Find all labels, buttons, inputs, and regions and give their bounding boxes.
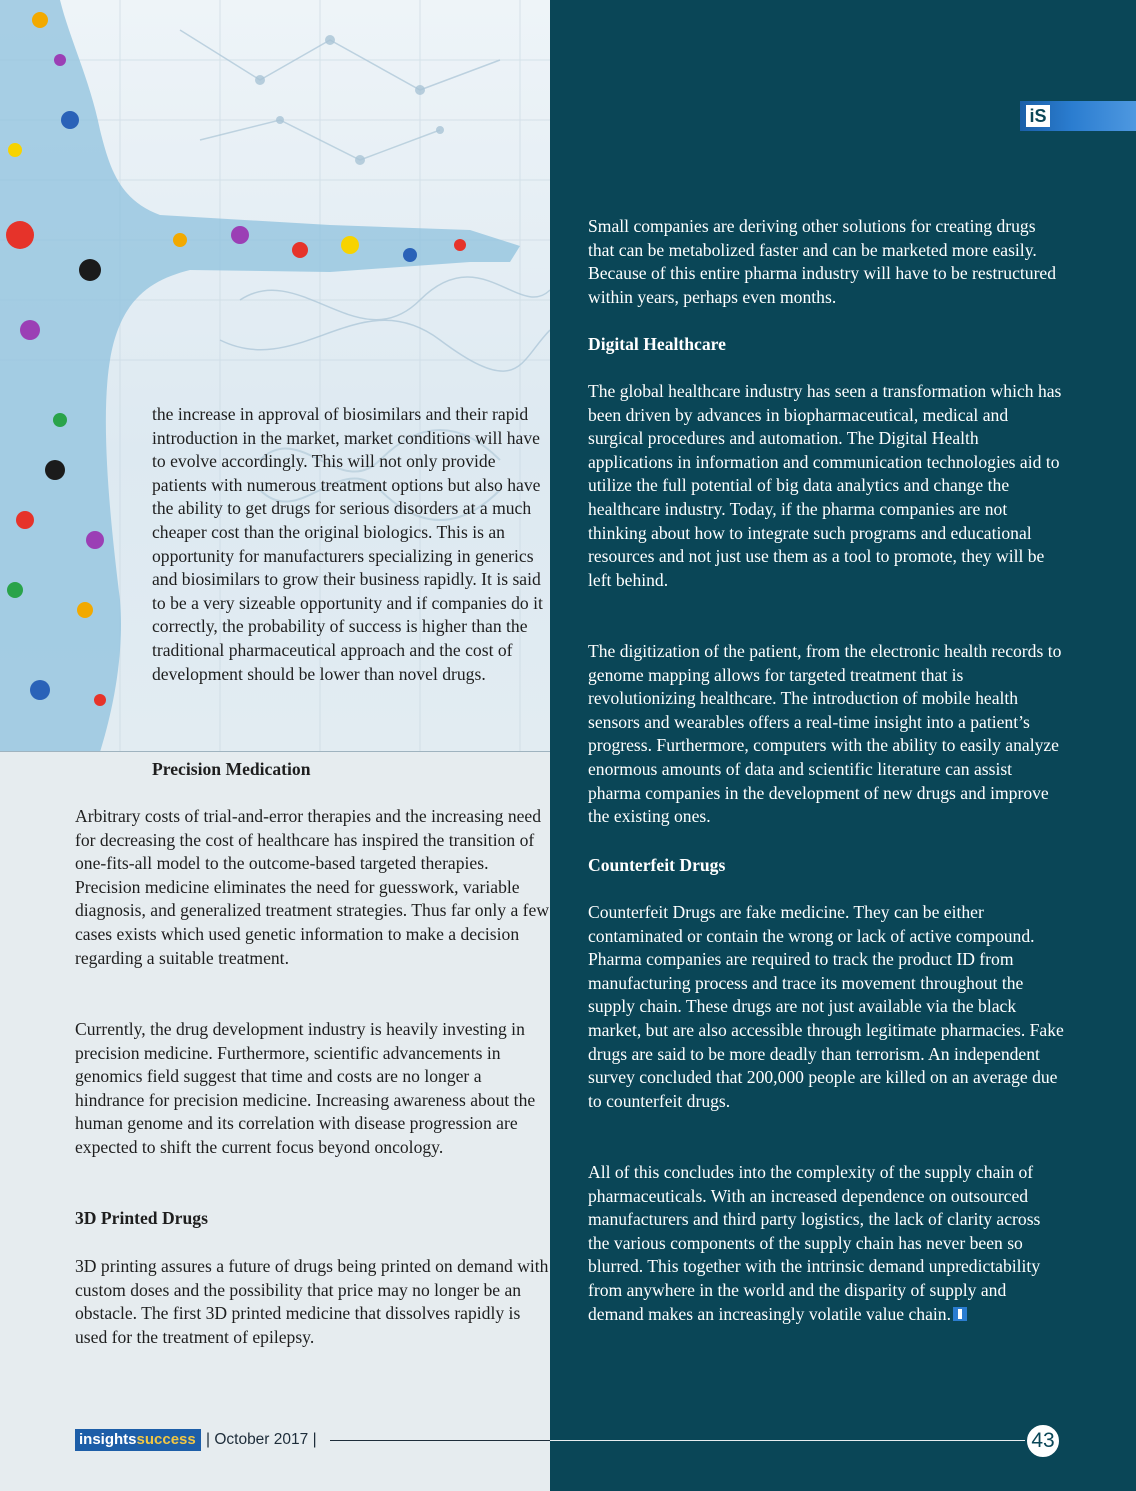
3d-printed-paragraph: 3D printing assures a future of drugs being printed on demand with custom doses and the possibility that price may no longer be an obstacle. The first 3D printed medicine that dissolves rapidly is used for the treatment of epilepsy. bbox=[75, 1256, 549, 1347]
digital-paragraph-1: The global healthcare industry has seen a transformation which has been driven by advances in biopharmaceutical, medical and surgical procedures and automation. The Digital Health applications in information and communication technologies aid to utilize the full potential of big data analytics and change the healthcare industry. Today, if the pharma companies are not thinking about how to integrate such programs and educational resources and not just use them as a tool to promote, they will be left behind. bbox=[588, 381, 1062, 590]
page-number: 43 bbox=[1025, 1423, 1061, 1459]
digital-healthcare-heading: Digital Healthcare bbox=[588, 334, 726, 354]
counterfeit-paragraph-2 bbox=[588, 1161, 1064, 1326]
footer-rule-left bbox=[330, 1440, 550, 1441]
brand-mark-icon: iS bbox=[1026, 105, 1050, 127]
small-companies-paragraph: Small companies are deriving other solutions for creating drugs that can be metabolized faster and can be marketed more easily. Because of this entire pharma industry will have to be restructured within years, perhaps even months. bbox=[588, 216, 1057, 307]
insights-success-logo bbox=[75, 1429, 201, 1451]
footer-rule-right bbox=[550, 1440, 1028, 1441]
3d-printed-drugs-heading: 3D Printed Drugs bbox=[75, 1208, 208, 1228]
issue-date: | October 2017 | bbox=[206, 1431, 317, 1448]
precision-paragraph-1: Arbitrary costs of trial-and-error therapies and the increasing need for decreasing the cost of healthcare has inspired the transition of one-fits-all model to the outcome-based targeted therapies. Precision medicine eliminates the need for guesswork, variable diagnosis, and generalized treatment strategies. Thus far only a few cases exists which used genetic information to make a decision regarding a suitable treatment. bbox=[75, 806, 550, 968]
end-of-article-icon bbox=[953, 1307, 967, 1321]
digital-paragraph-2: The digitization of the patient, from the electronic health records to genome mapping allows for targeted treatment that is revolutionizing healthcare. The introduction of mobile health sensors and wearables offers a real-time insight into a patient’s progress. Furthermore, computers with the ability to easily analyze enormous amounts of data and scientific literature can assist pharma companies in the development of new drugs and improve the existing ones. bbox=[588, 641, 1062, 827]
brand-tab bbox=[1020, 101, 1136, 131]
precision-medication-heading: Precision Medication bbox=[152, 759, 311, 779]
logo-text-success: success bbox=[136, 1431, 196, 1448]
logo-text-insights: insights bbox=[79, 1431, 137, 1448]
intro-continued-paragraph: the increase in approval of biosimilars and their rapid introduction in the market, market conditions will have to evolve accordingly. This will not only provide patients with numerous treatment options but also have the ability to get drugs for serious disorders at a much cheaper cost than the original biologics. This is an opportunity for manufacturers specializing in generics and biosimilars to grow their business rapidly. It is said to be a very sizeable opportunity and if companies do it correctly, the probability of success is higher than the traditional pharmaceutical approach and the cost of development should be lower than novel drugs. bbox=[152, 404, 543, 684]
hero-divider bbox=[0, 751, 550, 752]
precision-paragraph-2: Currently, the drug development industry is heavily investing in precision medicine. Furthermore, scientific advancements in genomics field suggest that time and costs are no longer a hindrance for precision medicine. Increasing awareness about the human genome and its correlation with disease progression are expected to shift the current focus beyond oncology. bbox=[75, 1019, 536, 1157]
counterfeit-paragraph-2-text: All of this concludes into the complexity of the supply chain of pharmaceuticals. With an increased dependence on outsourced manufacturers and third party logistics, the lack of clarity across the various components of the supply chain has never been so blurred. This together with the intrinsic demand unpredictability from anywhere in the world and the disparity of supply and demand makes an increasingly volatile value chain. bbox=[588, 1162, 1041, 1324]
counterfeit-paragraph-1: Counterfeit Drugs are fake medicine. They can be either contaminated or contain the wrong or lack of active compound. Pharma companies are required to track the product ID from manufacturing process and trace its movement throughout the supply chain. These drugs are not just available via the black market, but are also accessible through legitimate pharmacies. Fake drugs are said to be more deadly than terrorism. An independent survey concluded that 200,000 people are killed on an average due to counterfeit drugs. bbox=[588, 902, 1064, 1111]
counterfeit-drugs-heading: Counterfeit Drugs bbox=[588, 855, 726, 875]
